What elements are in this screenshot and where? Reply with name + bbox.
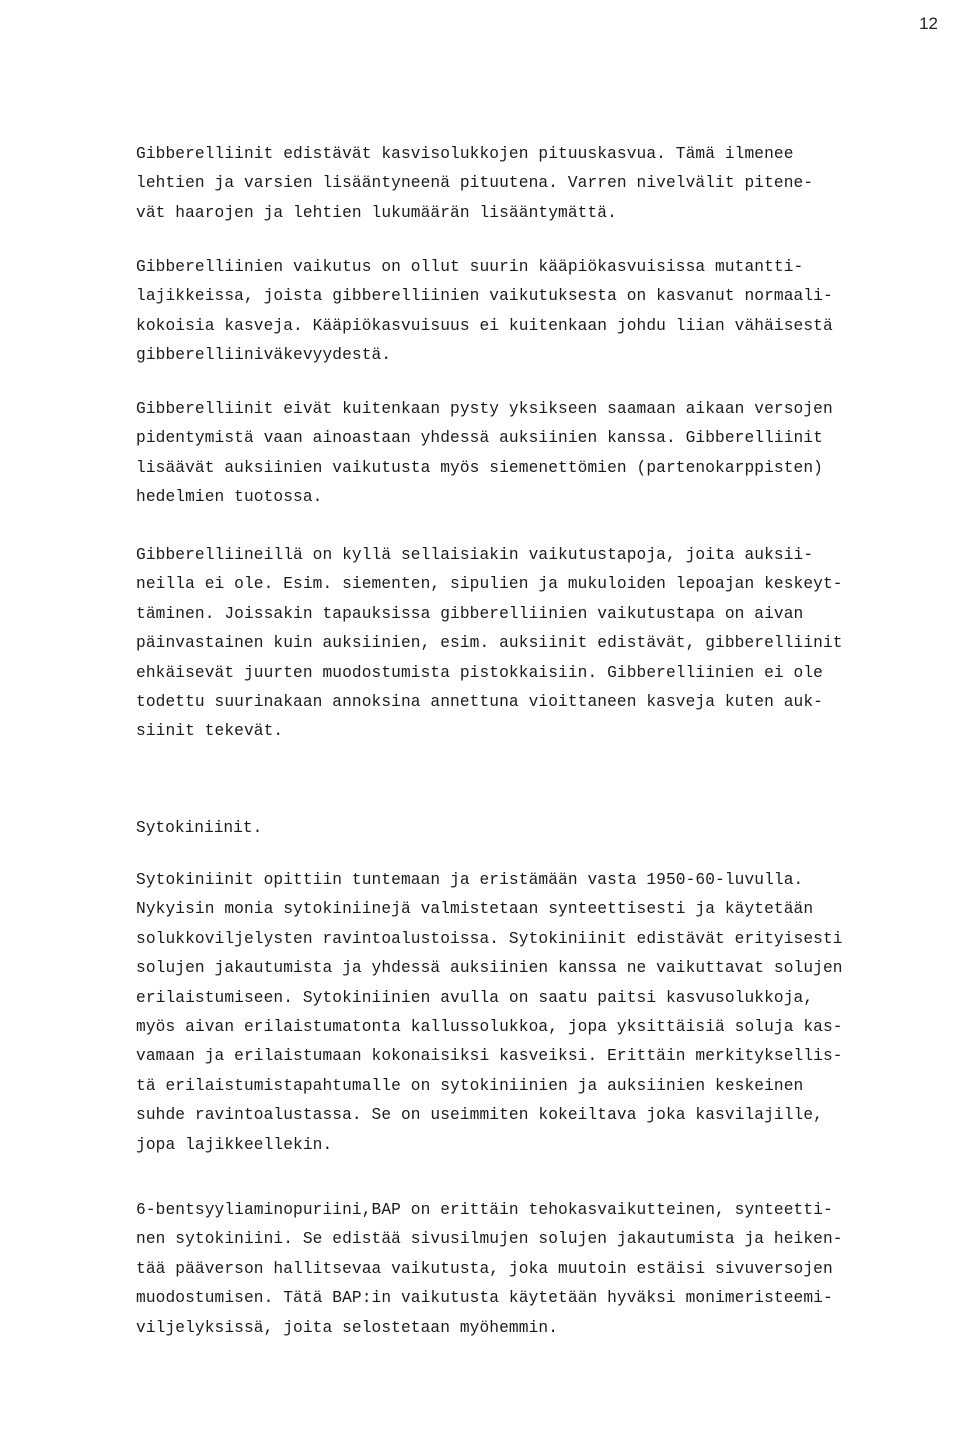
text-line: täminen. Joissakin tapauksissa gibberelliinien vaikutustapa on aivan: [136, 604, 804, 623]
text-line: todettu suurinakaan annoksina annettuna vioittaneen kasveja kuten auk-: [136, 693, 823, 712]
text-line: myös aivan erilaistumatonta kallussolukkoa, jopa yksittäisiä soluja kas-: [136, 1018, 843, 1037]
text-line: Gibberelliinit edistävät kasvisolukkojen pituuskasvua. Tämä ilmenee: [136, 145, 794, 163]
text-line: lajikkeissa, joista gibberelliinien vaikutuksesta on kasvanut normaali-: [136, 287, 833, 306]
text-line: Sytokiniinit opittiin tuntemaan ja eristämään vasta 1950-60-luvulla.: [136, 871, 804, 889]
paragraph-2: [136, 253, 956, 371]
text-line: tä erilaistumistapahtumalle on sytokiniinien ja auksiinien keskeinen: [136, 1076, 804, 1095]
text-line: erilaistumiseen. Sytokiniinien avulla on saatu paitsi kasvusolukkoja,: [136, 988, 814, 1007]
text-line: pidentymistä vaan ainoastaan yhdessä auksiinien kanssa. Gibberelliinit: [136, 429, 823, 448]
text-line: hedelmien tuotossa.: [136, 488, 323, 507]
text-line: Gibberelliinien vaikutus on ollut suurin kääpiökasvuisissa mutantti-: [136, 258, 804, 276]
text-line: solujen jakautumista ja yhdessä auksiinien kanssa ne vaikuttavat solujen: [136, 959, 843, 978]
paragraph-1: [136, 140, 956, 228]
section-paragraph-1: [136, 866, 956, 1160]
text-line: Nykyisin monia sytokiniinejä valmistetaan synteettisesti ja käytetään: [136, 900, 814, 919]
text-line: lisäävät auksiinien vaikutusta myös siemenettömien (partenokarppisten): [136, 458, 823, 477]
section-paragraph-2: [136, 1196, 956, 1343]
text-line: ehkäisevät juurten muodostumista pistokkaisiin. Gibberelliinien ei ole: [136, 663, 823, 682]
text-line: lehtien ja varsien lisääntyneenä pituutena. Varren nivelvälit pitene-: [136, 174, 814, 193]
text-line: muodostumisen. Tätä BAP:in vaikutusta käytetään hyväksi monimeristeemi-: [136, 1289, 833, 1308]
text-line: gibberelliiniväkevyydestä.: [136, 346, 392, 365]
text-line: kokoisia kasveja. Kääpiökasvuisuus ei kuitenkaan johdu liian vähäisestä: [136, 316, 833, 335]
text-line: päinvastainen kuin auksiinien, esim. auksiinit edistävät, gibberelliinit: [136, 634, 843, 653]
page-number: 12: [919, 14, 938, 33]
text-line: viljelyksissä, joita selostetaan myöhemmin.: [136, 1318, 559, 1337]
text-line: 6-bentsyyliaminopuriini,BAP on erittäin tehokasvaikutteinen, synteetti-: [136, 1201, 833, 1219]
text-line: vamaan ja erilaistumaan kokonaisiksi kasveiksi. Erittäin merkityksellis-: [136, 1047, 843, 1066]
text-line: vät haarojen ja lehtien lukumäärän lisääntymättä.: [136, 203, 617, 222]
paragraph-3: [136, 395, 956, 513]
text-line: Gibberelliinit eivät kuitenkaan pysty yksikseen saamaan aikaan versojen: [136, 400, 833, 418]
text-line: siinit tekevät.: [136, 722, 284, 741]
text-line: tää pääverson hallitsevaa vaikutusta, joka muutoin estäisi sivuversojen: [136, 1259, 833, 1278]
text-line: suhde ravintoalustassa. Se on useimmiten kokeiltava joka kasvilajille,: [136, 1106, 823, 1125]
text-line: jopa lajikkeellekin.: [136, 1135, 333, 1154]
paragraph-4: [136, 541, 956, 747]
text-line: neilla ei ole. Esim. siementen, sipulien ja mukuloiden lepoajan keskeyt-: [136, 575, 843, 594]
text-line: Gibberelliineillä on kyllä sellaisiakin vaikutustapoja, joita auksii-: [136, 546, 814, 564]
section-heading: Sytokiniinit.: [136, 819, 263, 837]
text-line: nen sytokiniini. Se edistää sivusilmujen solujen jakautumista ja heiken-: [136, 1230, 843, 1249]
text-line: solukkoviljelysten ravintoalustoissa. Sytokiniinit edistävät erityisesti: [136, 929, 843, 948]
